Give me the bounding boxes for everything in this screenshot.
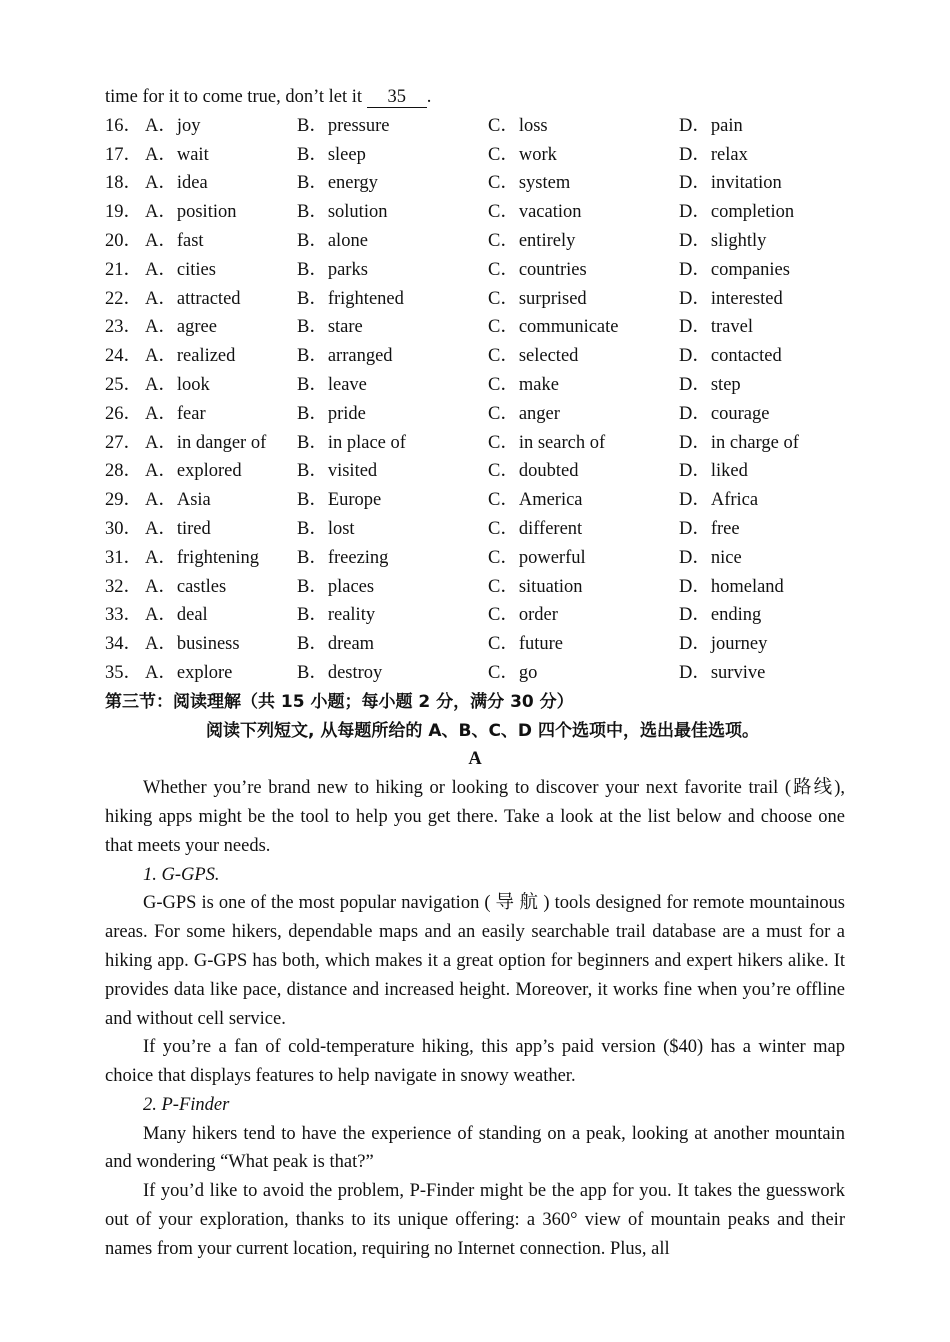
option-d: D．courage	[679, 403, 770, 424]
option-b: B．stare	[297, 317, 363, 338]
question-number: 30．	[105, 518, 143, 539]
question-row	[105, 313, 845, 342]
option-d: D．homeland	[679, 576, 784, 597]
question-number: 24．	[105, 346, 143, 367]
question-number: 27．	[105, 432, 143, 453]
option-a: A．cities	[145, 259, 216, 280]
option-a: A．deal	[145, 605, 208, 626]
instruction: 阅读下列短文, 从每题所给的 A、B、C、D 四个选项中，选出最佳选项。	[206, 720, 759, 741]
option-b: B．leave	[297, 374, 367, 395]
option-c: C．in search of	[488, 432, 606, 453]
option-b: B．parks	[297, 259, 368, 280]
option-d: D．ending	[679, 605, 762, 626]
option-d: D．contacted	[679, 346, 782, 367]
app-heading: 2. P-Finder	[143, 1094, 230, 1115]
option-c: C．situation	[488, 576, 583, 597]
option-a: A．in danger of	[145, 432, 267, 453]
paragraph: Many hikers tend to have the experience of standing on a peak, looking at another mountain and wondering “What peak is that?”	[105, 1123, 845, 1173]
question-number: 23．	[105, 317, 143, 338]
question-row	[105, 573, 845, 602]
option-c: C．vacation	[488, 202, 582, 223]
question-number: 29．	[105, 490, 143, 511]
question-row	[105, 169, 845, 198]
option-b: B．energy	[297, 173, 378, 194]
question-row	[105, 256, 845, 285]
option-b: B．places	[297, 576, 375, 597]
question-number: 22．	[105, 288, 143, 309]
option-b: B．arranged	[297, 346, 393, 367]
option-c: C．go	[488, 662, 538, 683]
question-row	[105, 112, 845, 141]
option-b: B．pride	[297, 403, 366, 424]
option-d: D．travel	[679, 317, 753, 338]
option-a: A．frightening	[145, 547, 260, 568]
option-c: C．anger	[488, 403, 560, 424]
paragraph: G-GPS is one of the most popular navigation ( 导 航 ) tools designed for remote mountainous areas. For some hikers, dependable maps and an easily searchable trail database are a must for a hiking app. G-GPS has both, which makes it a great option for beginners and expert hikers alike. It provides data like pace, distance and increased height. Moreover, it works fine when you’re offline and without cell service.	[105, 893, 845, 1029]
option-c: C．loss	[488, 115, 548, 136]
option-d: D．pain	[679, 115, 743, 136]
option-d: D．slightly	[679, 230, 767, 251]
option-c: C．entirely	[488, 230, 576, 251]
option-c: C．order	[488, 605, 558, 626]
option-c: C．countries	[488, 259, 587, 280]
option-a: A．castles	[145, 576, 227, 597]
option-b: B．pressure	[297, 115, 390, 136]
question-row	[105, 429, 845, 458]
question-row	[105, 544, 845, 573]
option-c: C．work	[488, 144, 557, 165]
section-heading: 第三节：阅读理解（共 15 小题；每小题 2 分，满分 30 分）	[105, 691, 574, 712]
question-number: 16．	[105, 115, 143, 136]
question-number: 35．	[105, 662, 143, 683]
question-row	[105, 198, 845, 227]
option-d: D．in charge of	[679, 432, 799, 453]
option-c: C．system	[488, 173, 571, 194]
option-c: C．surprised	[488, 288, 587, 309]
question-row	[105, 486, 845, 515]
question-row	[105, 515, 845, 544]
app-heading: 1. G-GPS.	[143, 864, 220, 885]
question-number: 26．	[105, 403, 143, 424]
paragraph: Whether you’re brand new to hiking or looking to discover your next favorite trail (路线), hiking apps might be the tool to help you get there. Take a look at the list below and choose one that meets your needs.	[105, 778, 845, 856]
option-d: D．invitation	[679, 173, 782, 194]
option-a: A．tired	[145, 518, 211, 539]
option-a: A．joy	[145, 115, 201, 136]
question-row	[105, 141, 845, 170]
question-row	[105, 371, 845, 400]
option-a: A．realized	[145, 346, 236, 367]
option-d: D．relax	[679, 144, 748, 165]
option-a: A．look	[145, 374, 210, 395]
option-c: C．communicate	[488, 317, 619, 338]
question-number: 18．	[105, 173, 143, 194]
question-row	[105, 601, 845, 630]
question-row	[105, 342, 845, 371]
option-b: B．freezing	[297, 547, 389, 568]
question-row	[105, 457, 845, 486]
intro-line: time for it to come true, don’t let it 35 .	[105, 87, 432, 107]
option-d: D．step	[679, 374, 741, 395]
option-b: B．sleep	[297, 144, 366, 165]
paragraph: If you’d like to avoid the problem, P-Finder might be the app for you. It takes the guesswork out of your exploration, thanks to its unique offering: a 360° view of mountain peaks and their names from your current location, requiring no Internet connection. Plus, all	[105, 1181, 845, 1259]
option-a: A．wait	[145, 144, 209, 165]
option-b: B．frightened	[297, 288, 404, 309]
question-row	[105, 400, 845, 429]
question-number: 19．	[105, 202, 143, 223]
option-a: A．explored	[145, 461, 242, 482]
question-number: 28．	[105, 461, 143, 482]
option-d: D．companies	[679, 259, 790, 280]
question-number: 17．	[105, 144, 143, 165]
option-c: C．different	[488, 518, 583, 539]
option-d: D．Africa	[679, 490, 759, 511]
document-page	[105, 83, 845, 1264]
option-d: D．nice	[679, 547, 742, 568]
option-a: A．business	[145, 634, 240, 655]
question-number: 32．	[105, 576, 143, 597]
option-b: B．solution	[297, 202, 388, 223]
option-a: A．attracted	[145, 288, 241, 309]
option-a: A．fast	[145, 230, 204, 251]
option-a: A．position	[145, 202, 237, 223]
option-d: D．free	[679, 518, 740, 539]
question-number: 34．	[105, 634, 143, 655]
question-row	[105, 285, 845, 314]
option-b: B．visited	[297, 461, 378, 482]
question-number: 21．	[105, 259, 143, 280]
question-list	[105, 112, 845, 688]
option-a: A．agree	[145, 317, 217, 338]
option-c: C．future	[488, 634, 564, 655]
option-a: A．Asia	[145, 490, 211, 511]
question-row	[105, 630, 845, 659]
option-a: A．fear	[145, 403, 206, 424]
option-c: C．powerful	[488, 547, 586, 568]
option-c: C．doubted	[488, 461, 579, 482]
blank-35: 35	[367, 87, 427, 108]
option-d: D．journey	[679, 634, 768, 655]
passage-label: A	[468, 749, 482, 770]
option-b: B．reality	[297, 605, 376, 626]
option-b: B．dream	[297, 634, 375, 655]
option-a: A．explore	[145, 662, 233, 683]
option-b: B．in place of	[297, 432, 406, 453]
option-d: D．survive	[679, 662, 766, 683]
option-c: C．make	[488, 374, 559, 395]
option-d: D．interested	[679, 288, 783, 309]
question-number: 31．	[105, 547, 143, 568]
option-d: D．liked	[679, 461, 748, 482]
question-number: 20．	[105, 230, 143, 251]
question-number: 33．	[105, 605, 143, 626]
paragraph: If you’re a fan of cold-temperature hiking, this app’s paid version ($40) has a winter map choice that displays features to help navigate in snowy weather.	[105, 1037, 845, 1087]
question-number: 25．	[105, 374, 143, 395]
option-c: C．America	[488, 490, 583, 511]
question-row	[105, 227, 845, 256]
option-b: B．lost	[297, 518, 355, 539]
option-a: A．idea	[145, 173, 208, 194]
option-b: B．destroy	[297, 662, 383, 683]
option-d: D．completion	[679, 202, 795, 223]
option-b: B．alone	[297, 230, 368, 251]
option-c: C．selected	[488, 346, 579, 367]
option-b: B．Europe	[297, 490, 382, 511]
question-row	[105, 659, 845, 688]
